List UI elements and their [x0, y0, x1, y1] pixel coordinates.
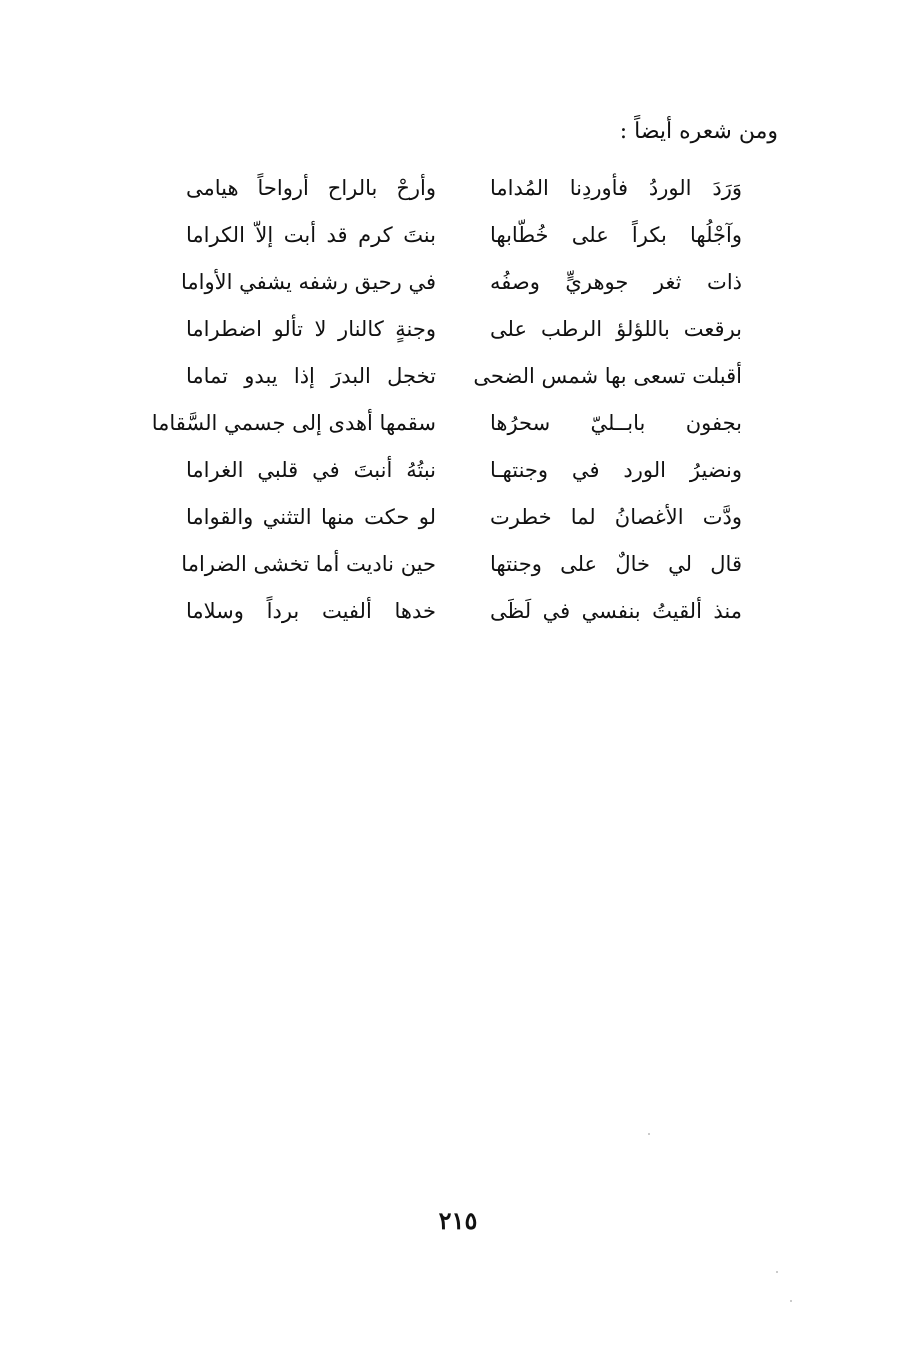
verse-second-hemistich: نبتُهُ أنبتَ في قلبي الغراما [186, 457, 436, 482]
verse-first-hemistich: ونضيرُ الورد في وجنتهـا [490, 457, 742, 482]
paper-speck [790, 1300, 792, 1302]
verse-second-hemistich: خدها ألفيت برداً وسلاما [186, 598, 436, 623]
verse-second-hemistich: بنتَ كرم قد أبت إلاّ الكراما [186, 222, 436, 247]
verse-second-hemistich: لو حكت منها التثني والقواما [186, 504, 436, 529]
poem [151, 164, 742, 634]
verse-second-hemistich: في رحيق رشفه يشفي الأواما [181, 269, 436, 294]
verse-first-hemistich: قال لي خالٌ على وجنتها [490, 551, 742, 576]
verse-second-hemistich: وجنةٍ كالنار لا تألو اضطراما [186, 316, 436, 341]
verse-first-hemistich: منذ ألقيتُ بنفسي في لَظَى [490, 598, 742, 623]
verse-first-hemistich: أقبلت تسعى بها شمس الضحى [473, 363, 742, 388]
verse [186, 164, 742, 211]
verse [186, 493, 742, 540]
verse-first-hemistich: ودَّت الأغصانُ لما خطرت [490, 504, 742, 529]
verse-first-hemistich: ذات ثغر جوهريٍّ وصفُه [490, 269, 742, 294]
verse-second-hemistich: حين ناديت أما تخشى الضراما [181, 551, 436, 576]
verse [151, 399, 742, 446]
verse-first-hemistich: بجفون بابــليّ سحرُها [490, 410, 742, 435]
verse-second-hemistich: تخجل البدرَ إذا يبدو تماما [186, 363, 436, 388]
verse [186, 587, 742, 634]
verse [186, 352, 742, 399]
verse-first-hemistich: برقعت باللؤلؤ الرطب على [490, 316, 742, 341]
verse [186, 305, 742, 352]
verse [181, 258, 742, 305]
verse-first-hemistich: وَرَدَ الوردُ فأوردِنا المُداما [490, 175, 742, 200]
paper-speck [648, 1133, 650, 1135]
verse-second-hemistich: سقمها أهدى إلى جسمي السَّقاما [151, 410, 436, 435]
verse [181, 540, 742, 587]
paper-speck [776, 1271, 778, 1273]
verse [186, 211, 742, 258]
verse-first-hemistich: وآجْلُها بكراً على خُطّابها [490, 222, 742, 247]
page-number: ٢١٥ [438, 1206, 478, 1235]
verse [186, 446, 742, 493]
verse-second-hemistich: وأرحْ بالراح أرواحاً هيامى [186, 175, 436, 200]
intro-line: ومن شعره أيضاً : [619, 119, 778, 144]
